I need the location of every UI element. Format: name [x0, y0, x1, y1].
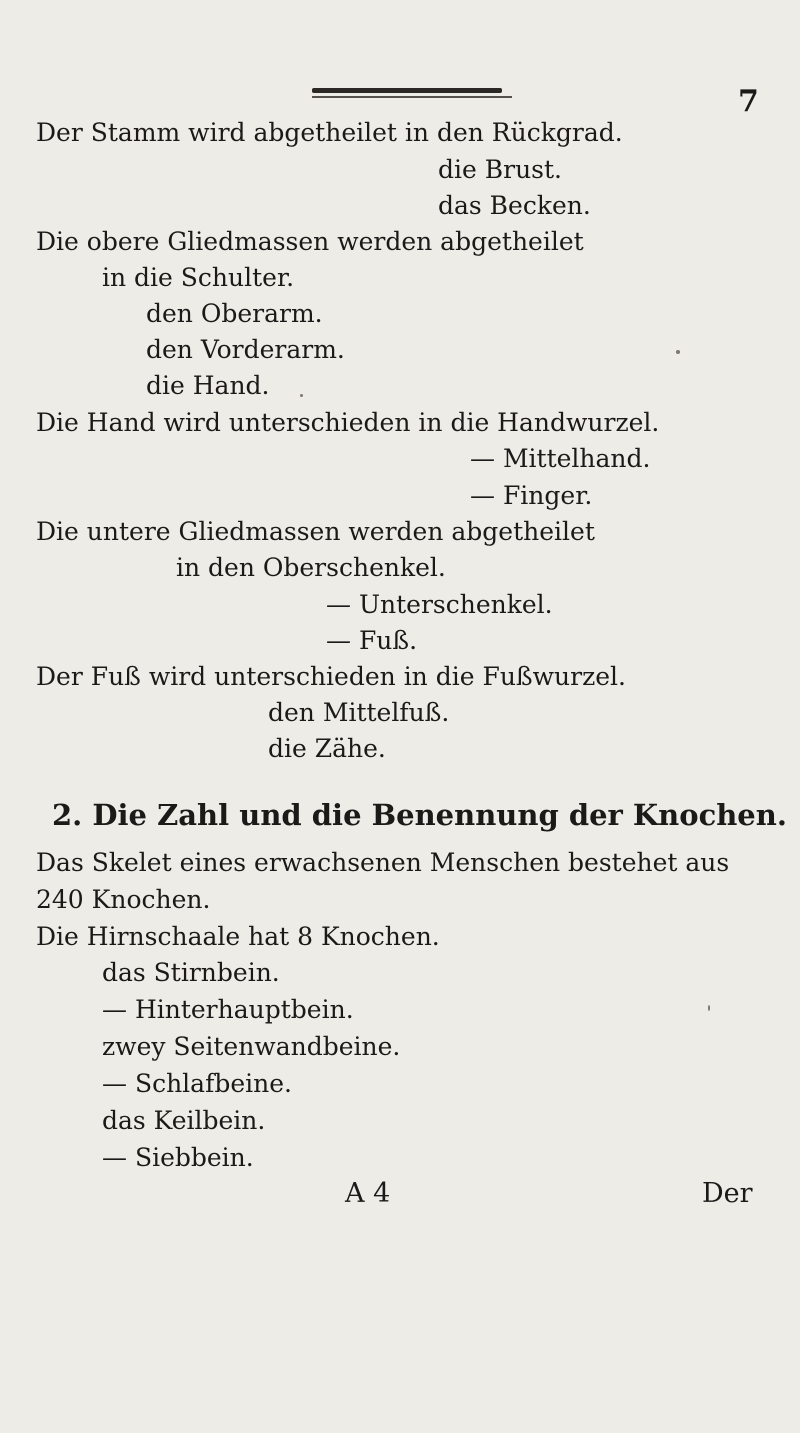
text-line: in die Schulter.: [102, 263, 295, 292]
page-number: 7: [738, 84, 759, 119]
text-line: den Mittelfuß.: [268, 698, 450, 727]
printed-rule: [312, 88, 502, 93]
paper-speck: [708, 1005, 710, 1011]
text-line: — Hinterhauptbein.: [102, 995, 354, 1024]
text-line: — Fuß.: [326, 626, 418, 655]
text-line: das Becken.: [438, 191, 591, 220]
text-line: Das Skelet eines erwachsenen Menschen bestehet aus: [36, 848, 730, 877]
text-line: das Keilbein.: [102, 1106, 266, 1135]
text-line: die Zähe.: [268, 734, 386, 763]
paper-speck: [676, 350, 680, 354]
text-line: zwey Seitenwandbeine.: [102, 1032, 401, 1061]
text-line: — Schlafbeine.: [102, 1069, 292, 1098]
signature-mark: A 4: [345, 1178, 391, 1209]
text-line: die Hand.: [146, 371, 270, 400]
text-line: 240 Knochen.: [36, 885, 211, 914]
text-line: — Finger.: [470, 481, 593, 510]
text-line: Die Hand wird unterschieden in die Handwurzel.: [36, 408, 660, 437]
text-line: Der Fuß wird unterschieden in die Fußwurzel.: [36, 662, 626, 691]
paper-speck: [300, 394, 303, 397]
text-line: Der Stamm wird abgetheilet in den Rückgrad.: [36, 118, 623, 147]
text-line: — Unterschenkel.: [326, 590, 553, 619]
text-line: in den Oberschenkel.: [176, 553, 446, 582]
section-heading: 2. Die Zahl und die Benennung der Knochen.: [52, 798, 787, 832]
catchword: Der: [702, 1178, 753, 1209]
printed-rule-thin: [312, 96, 512, 98]
text-line: den Oberarm.: [146, 299, 323, 328]
text-line: den Vorderarm.: [146, 335, 345, 364]
text-line: Die untere Gliedmassen werden abgetheilet: [36, 517, 595, 546]
text-line: — Mittelhand.: [470, 444, 651, 473]
text-line: Die obere Gliedmassen werden abgetheilet: [36, 227, 584, 256]
text-line: Die Hirnschaale hat 8 Knochen.: [36, 922, 440, 951]
text-line: die Brust.: [438, 155, 562, 184]
text-line: — Siebbein.: [102, 1143, 254, 1172]
text-line: das Stirnbein.: [102, 958, 280, 987]
